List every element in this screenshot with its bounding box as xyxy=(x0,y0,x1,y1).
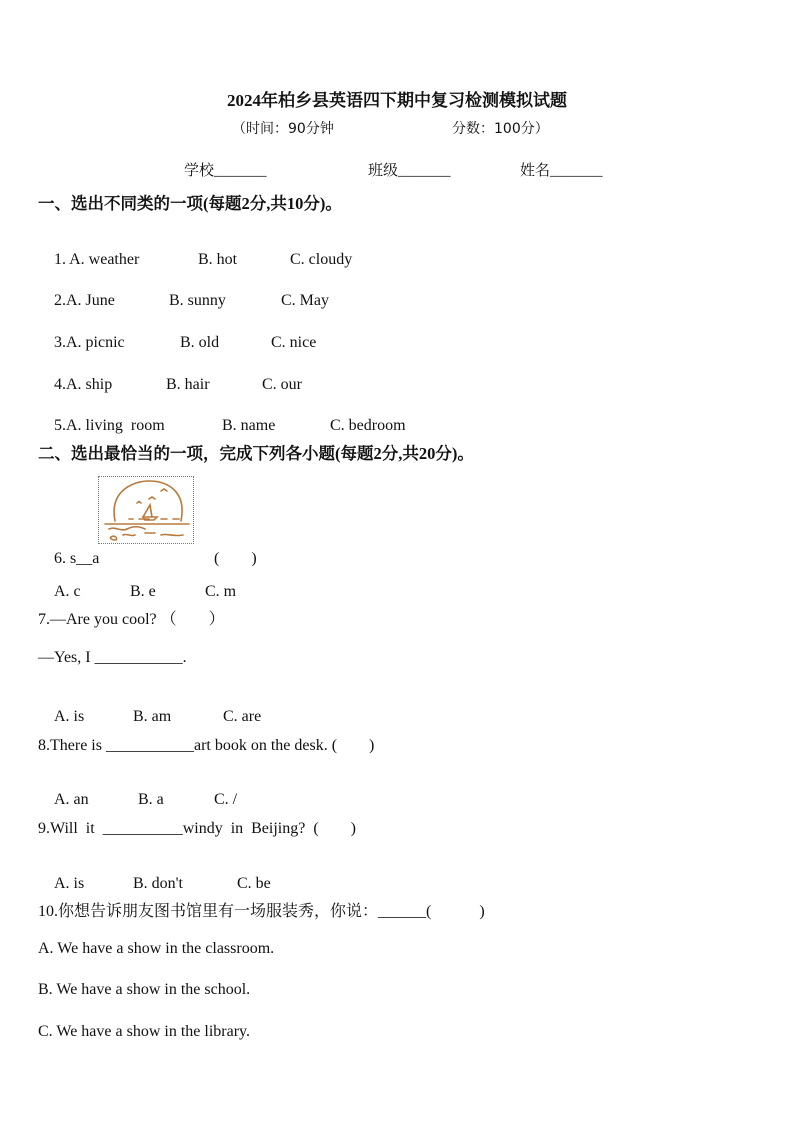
option-c: C. nice xyxy=(271,334,317,351)
question-7-reply: —Yes, I ___________. xyxy=(38,649,187,666)
option-a: 2.A. June xyxy=(54,292,115,309)
school-field: 学校_______ xyxy=(184,163,267,179)
question-9-stem: 9.Will it __________windy in Beijing? ( ) xyxy=(38,820,357,837)
question-7-stem: 7.—Are you cool? （ ） xyxy=(38,611,225,628)
option-b: B. don't xyxy=(133,875,183,892)
option-a: 4.A. ship xyxy=(54,376,113,393)
option-a: 1. A. weather xyxy=(54,251,140,268)
option-a: A. an xyxy=(54,791,89,808)
answer-paren: ( ) xyxy=(214,550,257,567)
name-field: 姓名_______ xyxy=(520,163,603,179)
class-field: 班级_______ xyxy=(368,163,451,179)
question-10-stem: 10.你想告诉朋友图书馆里有一场服装秀，你说：______( ) xyxy=(38,903,485,920)
option-a: 3.A. picnic xyxy=(54,334,125,351)
option-c: C. May xyxy=(281,292,329,309)
exam-time: （时间：90分钟 xyxy=(232,121,334,137)
page-title: 2024年柏乡县英语四下期中复习检测模拟试题 xyxy=(227,91,567,110)
option-b: B. a xyxy=(138,791,164,808)
option-c: C. are xyxy=(223,708,262,725)
option-b: B. name xyxy=(222,417,276,434)
option-c: C. bedroom xyxy=(330,417,406,434)
option-b: B. sunny xyxy=(169,292,226,309)
option-a: 5.A. living room xyxy=(54,417,165,434)
option-a: A. is xyxy=(54,875,85,892)
section-2-heading: 二、选出最恰当的一项，完成下列各小题(每题2分,共20分)。 xyxy=(38,444,474,463)
exam-score: 分数：100分） xyxy=(452,121,549,137)
option-c: C. be xyxy=(237,875,271,892)
option-b: B. am xyxy=(133,708,172,725)
option-a: A. c xyxy=(54,583,81,600)
option-c: C. cloudy xyxy=(290,251,353,268)
option-a: A. is xyxy=(54,708,85,725)
option-b: B. e xyxy=(130,583,156,600)
option-b: B. old xyxy=(180,334,220,351)
question-10-option-b: B. We have a show in the school. xyxy=(38,981,251,998)
question-10-option-c: C. We have a show in the library. xyxy=(38,1023,250,1040)
option-b: B. hair xyxy=(166,376,210,393)
section-1-heading: 一、选出不同类的一项(每题2分,共10分)。 xyxy=(38,194,342,213)
question-8-stem: 8.There is ___________art book on the desk. ( ) xyxy=(38,737,375,754)
question-10-option-a: A. We have a show in the classroom. xyxy=(38,940,275,957)
option-c: C. our xyxy=(262,376,302,393)
option-c: C. / xyxy=(214,791,238,808)
option-c: C. m xyxy=(205,583,237,600)
option-b: B. hot xyxy=(198,251,238,268)
question-6-stem: 6. s__a xyxy=(54,550,100,567)
